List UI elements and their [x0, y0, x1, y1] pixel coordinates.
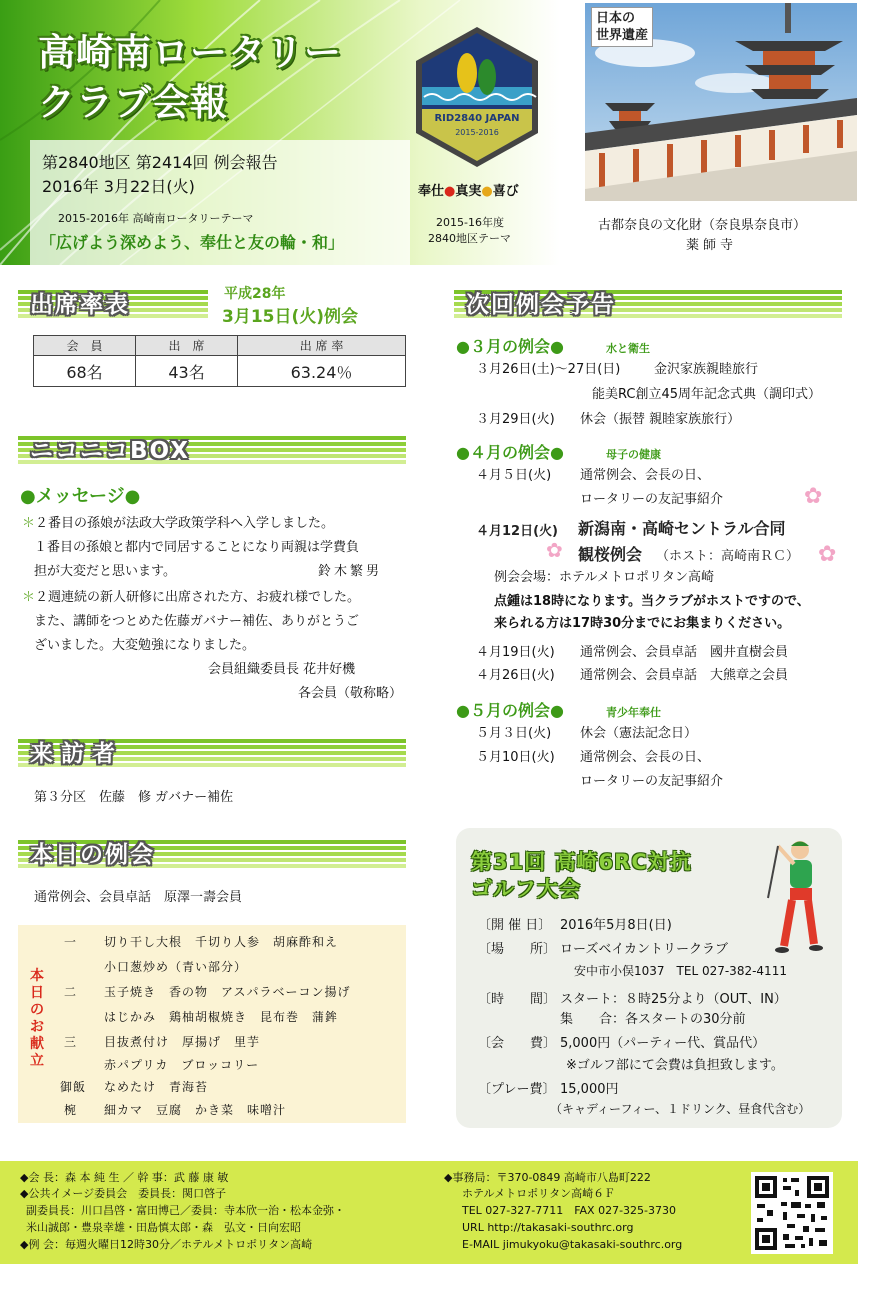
menu-row-label: 御飯 — [60, 1080, 87, 1094]
march-1-date: ３月26日(土)〜27日(日) — [476, 362, 621, 377]
motto-joy: 喜び — [492, 184, 519, 199]
badge-text: RID2840 JAPAN — [434, 113, 520, 124]
today-heading-bar — [18, 838, 406, 870]
footer-email: E-MAIL jimukyoku@takasaki-southrc.org — [462, 1238, 683, 1251]
march-theme: 水と衛生 — [606, 342, 650, 355]
photo-caption: 古都奈良の文化財（奈良県奈良市） — [598, 218, 807, 233]
club-theme-text: 「広げよう深めよう、奉仕と友の輪・和」 — [40, 233, 345, 252]
may-2-date: ５月10日(火) — [476, 750, 555, 765]
april-3-date: ４月19日(火) — [476, 645, 555, 660]
message-2-line1: ２週連続の新人研修に出席された方、お疲れ様でした。 — [35, 590, 361, 605]
message-1-signer: 鈴木繁男 — [318, 564, 383, 579]
report-number: 第2840地区 第2414回 例会報告 — [42, 153, 278, 172]
golf-title-line1: 第31回 高崎6RC対抗 — [471, 850, 692, 874]
april-2-host: （ホスト：高崎南ＲＣ） — [656, 549, 800, 564]
district-theme-label: 2840地区テーマ — [428, 232, 511, 245]
table-header-row — [34, 336, 406, 356]
golf-play-key: 〔プレー費〕 — [478, 1082, 556, 1097]
may-2-sub: ロータリーの友記事紹介 — [580, 774, 724, 789]
district-motto — [418, 180, 519, 199]
message-2-line2: また、講師をつとめた佐藤ガバナー補佐、ありがとうご — [34, 614, 360, 629]
col-header-attended: 出 席 — [136, 336, 238, 356]
message-2 — [22, 586, 412, 706]
golf-date-key: 〔開 催 日〕 — [478, 918, 552, 933]
golf-play-value: 15,000円 — [560, 1082, 619, 1097]
motto-service: 奉仕 — [418, 184, 445, 199]
message-1 — [22, 512, 402, 584]
march-2-text: 休会（振替 親睦家族旅行） — [580, 412, 741, 427]
menu-row-text: 小口葱炒め（青い部分） — [104, 960, 248, 974]
visitor-entry: 第３分区 佐藤 修 ガバナー補佐 — [34, 790, 234, 805]
menu-side-char: の — [30, 1002, 44, 1018]
april-2-sub: 観桜例会 — [578, 545, 643, 564]
world-heritage-label — [591, 7, 653, 47]
niconico-heading: ニコニコBOX — [30, 438, 190, 464]
table-row — [34, 356, 406, 387]
sakura-icon: ✿ — [818, 542, 837, 567]
footer-committee-members: 副委員長：川口昌啓・富田博己／委員：寺本欣一治・松本金弥・ — [26, 1204, 345, 1217]
asterisk-icon: ＊ — [22, 590, 36, 605]
golf-date-value: 2016年5月8日(日) — [560, 918, 672, 933]
march-heading: ●３月の例会● — [456, 337, 564, 356]
motto-dot-icon: ● — [481, 184, 493, 199]
april-4-text: 通常例会、会員卓話 大熊章之会員 — [580, 668, 789, 683]
march-1-sub: 能美RC創立45周年記念式典（調印式） — [592, 387, 822, 402]
golf-time-start: スタート：８時25分より（OUT、IN） — [560, 992, 787, 1007]
badge-years: 2015-2016 — [455, 128, 499, 137]
menu-row-label: 二 — [64, 985, 78, 999]
april-theme: 母子の健康 — [606, 448, 661, 461]
newsletter-title-line1: 高崎南ロータリー — [38, 31, 342, 74]
march-1-text: 金沢家族親睦旅行 — [654, 362, 759, 377]
may-1-text: 休会（憲法記念日） — [580, 726, 698, 741]
menu-row-label: 椀 — [64, 1103, 78, 1117]
april-2-venue: 例会会場：ホテルメトロポリタン高崎 — [494, 570, 714, 585]
col-header-rate: 出 席 率 — [238, 336, 406, 356]
visitors-heading: 来訪者 — [30, 741, 123, 767]
menu-side-char: 日 — [30, 985, 44, 1001]
april-1-text: 通常例会、会長の日、 — [580, 468, 711, 483]
asterisk-icon: ＊ — [22, 516, 36, 531]
footer-committee-members2: 米山誠郎・豊泉幸雄・田島慎太郎・森 弘文・日向宏昭 — [26, 1221, 301, 1234]
district-badge — [412, 25, 542, 170]
world-heritage-label-line1: 日本の — [596, 11, 636, 26]
qr-code-icon — [751, 1172, 833, 1254]
attendance-date: 3月15日(火)例会 — [222, 307, 359, 327]
footer-office-address: ◆事務局：〒370-0849 高崎市八島町222 — [444, 1171, 651, 1184]
golf-time-gather: 集 合：各スタートの30分前 — [560, 1012, 746, 1027]
menu-row-text: 切り干し大根 千切り人参 胡麻酢和え — [104, 935, 339, 949]
members-count: 68名 — [34, 356, 136, 387]
attendance-table — [33, 335, 406, 387]
golf-place-key: 〔場 所〕 — [478, 942, 557, 957]
menu-row-text: 赤パプリカ ブロッコリー — [104, 1058, 260, 1072]
golf-place-value: ローズベイカントリークラブ — [560, 942, 728, 957]
april-3-text: 通常例会、会員卓話 國井直樹会員 — [580, 645, 789, 660]
visitors-heading-bar — [18, 737, 406, 769]
message-heading: ●メッセージ● — [20, 486, 141, 507]
newsletter-title-line2: クラブ会報 — [38, 81, 228, 124]
golf-time-key: 〔時 間〕 — [478, 992, 557, 1007]
golf-fee-note: ※ゴルフ部にて会費は負担致します。 — [566, 1058, 784, 1073]
menu-row-text: なめたけ 青海苔 — [104, 1080, 209, 1094]
attendance-date-year: 平成28年 — [224, 286, 286, 302]
menu-row-label: 三 — [64, 1035, 78, 1049]
footer-committee: ◆公共イメージ委員会 委員長：関口啓子 — [20, 1187, 227, 1200]
may-1-date: ５月３日(火) — [476, 726, 552, 741]
may-2-text: 通常例会、会長の日、 — [580, 750, 711, 765]
message-2-signer: 会員組織委員長 花井好機 — [208, 662, 356, 677]
attendance-heading-bar — [18, 288, 208, 320]
menu-row-label: 一 — [64, 935, 78, 949]
golfer-illustration — [764, 836, 830, 956]
april-1-sub: ロータリーの友記事紹介 — [580, 492, 724, 507]
april-heading: ●４月の例会● — [456, 443, 564, 462]
photo-caption-temple: 薬師寺 — [686, 238, 738, 253]
niconico-heading-bar — [18, 434, 406, 466]
menu-side-char: 本 — [30, 968, 44, 984]
message-1-line1: ２番目の孫娘が法政大学政策学科へ入学しました。 — [35, 516, 335, 531]
motto-dot-icon: ● — [444, 184, 456, 199]
golf-fee-key: 〔会 費〕 — [478, 1036, 557, 1051]
may-heading: ●５月の例会● — [456, 701, 564, 720]
motto-truth: 真実 — [455, 184, 482, 199]
menu-side-title — [28, 968, 46, 1070]
world-heritage-label-line2: 世界遺産 — [596, 28, 649, 43]
club-theme-label: 2015-2016年 高崎南ロータリーテーマ — [58, 212, 254, 225]
message-1-line3: 担が大変だと思います。 — [34, 564, 176, 579]
menu-row-text: 玉子焼き 香の物 アスパラベーコン揚げ — [104, 985, 351, 999]
menu-side-char: お — [30, 1019, 44, 1035]
footer-url: URL http://takasaki-southrc.org — [462, 1221, 634, 1234]
report-date: 2016年 3月22日(火) — [42, 177, 195, 196]
district-theme-year: 2015-16年度 — [436, 216, 504, 229]
menu-row-text: 細カマ 豆腐 かき菜 味噌汁 — [104, 1103, 287, 1117]
attendance-heading: 出席率表 — [30, 292, 130, 318]
footer-office-building: ホテルメトロポリタン高崎６Ｆ — [462, 1187, 616, 1200]
march-2-date: ３月29日(火) — [476, 412, 555, 427]
golf-play-note: （キャディーフィー、１ドリンク、昼食代含む） — [550, 1102, 811, 1116]
menu-side-char: 献 — [30, 1036, 44, 1052]
menu-row-text: はじかみ 鶏柚胡椒焼き 昆布巻 蒲鉾 — [104, 1010, 339, 1024]
april-2-note2: 来られる方は17時30分までにお集まりください。 — [494, 616, 791, 631]
footer-president: ◆会 長：森 本 純 生 ／ 幹 事：武 藤 康 敏 — [20, 1171, 229, 1184]
today-heading: 本日の例会 — [30, 842, 155, 868]
sakura-icon: ✿ — [804, 484, 823, 509]
attendance-rate: 63.24％ — [238, 356, 406, 387]
may-theme: 青少年奉仕 — [606, 706, 661, 719]
message-1-line2: １番目の孫娘と都内で同居することになり両親は学費負 — [34, 540, 360, 555]
april-2-text: 新潟南・高崎セントラル合同 — [578, 519, 786, 538]
col-header-members: 会 員 — [34, 336, 136, 356]
today-summary: 通常例会、会員卓話 原澤一壽会員 — [34, 890, 243, 905]
golf-title-line2: ゴルフ大会 — [471, 877, 581, 901]
april-1-date: ４月５日(火) — [476, 468, 552, 483]
april-4-date: ４月26日(火) — [476, 668, 555, 683]
golf-fee-value: 5,000円（パーティー代、賞品代） — [560, 1036, 766, 1051]
april-2-date: ４月12日(火) — [476, 524, 558, 539]
footer-meeting-info: ◆例 会：毎週火曜日12時30分／ホテルメトロポリタン高崎 — [20, 1238, 313, 1251]
menu-side-char: 立 — [30, 1053, 44, 1069]
menu-row-text: 目抜煮付け 厚揚げ 里芋 — [104, 1035, 261, 1049]
footer-phone-fax: TEL 027-327-7711 FAX 027-325-3730 — [462, 1204, 677, 1217]
next-meetings-heading-bar — [454, 288, 842, 320]
next-meetings-heading: 次回例会予告 — [466, 292, 616, 318]
message-2-signer-all: 各会員（敬称略） — [298, 686, 403, 701]
sakura-icon: ✿ — [546, 538, 563, 562]
attended-count: 43名 — [136, 356, 238, 387]
message-2-line3: ざいました。大変勉強になりました。 — [34, 638, 256, 653]
golf-place-address: 安中市小俣1037 TEL 027-382-4111 — [574, 964, 787, 978]
april-2-note1: 点鍾は18時になります。当クラブがホストですので、 — [494, 594, 810, 609]
